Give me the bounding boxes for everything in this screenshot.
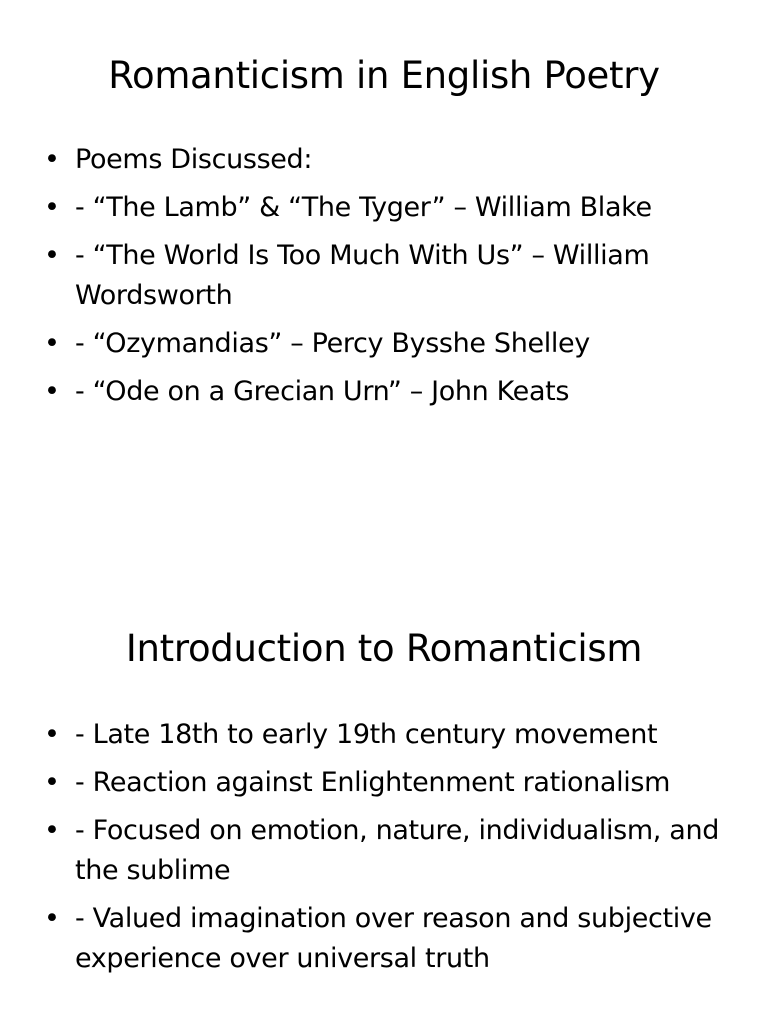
bullet-dot-icon: • — [44, 240, 60, 271]
bullet-text: - Late 18th to early 19th century movement — [75, 719, 658, 750]
slide-2-bullet-list — [0, 715, 768, 987]
bullet-item — [0, 372, 768, 412]
bullet-item — [0, 140, 768, 180]
bullet-text: - “The World Is Too Much With Us” – William Wordsworth — [75, 240, 650, 311]
bullet-dot-icon: • — [44, 767, 60, 798]
slide-2-title: Introduction to Romanticism — [125, 627, 643, 670]
bullet-item — [0, 763, 768, 803]
bullet-text: - “Ode on a Grecian Urn” – John Keats — [75, 376, 570, 407]
bullet-item — [0, 324, 768, 364]
bullet-text: - Focused on emotion, nature, individualism, and the sublime — [75, 815, 720, 886]
bullet-dot-icon: • — [44, 192, 60, 223]
bullet-dot-icon: • — [44, 815, 60, 846]
bullet-text: - “The Lamb” & “The Tyger” – William Blake — [75, 192, 652, 223]
slide-1-title: Romanticism in English Poetry — [108, 54, 660, 97]
bullet-text: - Reaction against Enlightenment rationalism — [75, 767, 671, 798]
bullet-dot-icon: • — [44, 144, 60, 175]
bullet-item — [0, 188, 768, 228]
bullet-item — [0, 236, 768, 316]
bullet-text: - Valued imagination over reason and subjective experience over universal truth — [75, 903, 712, 974]
bullet-dot-icon: • — [44, 328, 60, 359]
slide-2 — [0, 577, 768, 1024]
bullet-dot-icon: • — [44, 719, 60, 750]
bullet-dot-icon: • — [44, 903, 60, 934]
slide-1-bullet-list — [0, 140, 768, 420]
bullet-item — [0, 899, 768, 979]
bullet-dot-icon: • — [44, 376, 60, 407]
bullet-item — [0, 715, 768, 755]
bullet-text: Poems Discussed: — [75, 144, 313, 175]
bullet-text: - “Ozymandias” – Percy Bysshe Shelley — [75, 328, 590, 359]
bullet-item — [0, 811, 768, 891]
